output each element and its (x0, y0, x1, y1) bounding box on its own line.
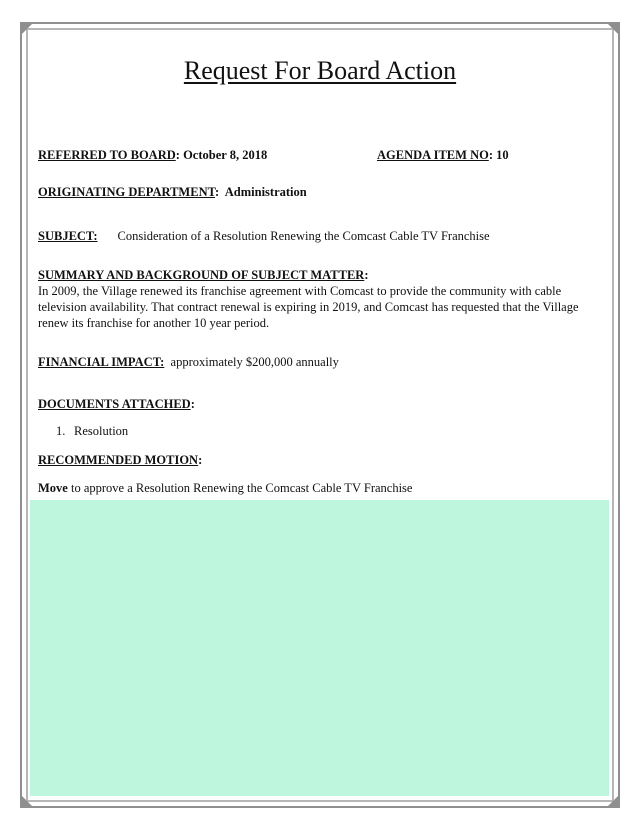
motion-label: RECOMMENDED MOTION (38, 453, 199, 467)
referred-date: October 8, 2018 (183, 148, 268, 162)
subject-label: SUBJECT: (38, 229, 98, 243)
corner-ornament-bottom-left (22, 796, 32, 806)
motion-heading: RECOMMENDED MOTION: (38, 453, 203, 467)
motion-row (38, 481, 412, 496)
list-item-text: Resolution (74, 424, 129, 438)
agenda-label: AGENDA ITEM NO (377, 148, 489, 162)
agenda-number: 10 (496, 148, 509, 162)
corner-ornament-top-right (608, 24, 618, 34)
documents-heading: DOCUMENTS ATTACHED: (38, 397, 195, 411)
agenda-item-row: AGENDA ITEM NO: 10 (377, 148, 509, 162)
subject-value: Consideration of a Resolution Renewing the Comcast Cable TV Franchise (117, 229, 490, 243)
summary-text: In 2009, the Village renewed its franchise agreement with Comcast to provide the community with cable television availability. That contract renewal is expiring in 2019, and Comcast has requested that the Village renew its franchise for another 10 year period. (38, 284, 579, 330)
financial-row (38, 355, 339, 370)
summary-section: SUMMARY AND BACKGROUND OF SUBJECT MATTER: In 2009, the Village renewed its franchise agreement with Comcast to provide the community with cable television availability. That contract renewal is expiring in 2019, and Comcast has requested that the Village renew its franchise for another 10 year period. (38, 268, 598, 331)
corner-ornament-top-left (22, 24, 32, 34)
redaction-panel (30, 500, 609, 796)
motion-text: to approve a Resolution Renewing the Comcast Cable TV Franchise (70, 481, 413, 495)
financial-label: FINANCIAL IMPACT: (38, 355, 165, 369)
motion-verb: Move (38, 481, 68, 495)
documents-label: DOCUMENTS ATTACHED (38, 397, 191, 411)
financial-value: approximately $200,000 annually (170, 355, 339, 369)
department-row: ORIGINATING DEPARTMENT: Administration (38, 185, 307, 199)
list-item (56, 424, 128, 439)
corner-ornament-bottom-right (608, 796, 618, 806)
department-label: ORIGINATING DEPARTMENT (38, 185, 216, 199)
subject-row (38, 229, 490, 244)
referred-label: REFERRED TO BOARD (38, 148, 176, 162)
referred-to-board-row: REFERRED TO BOARD: October 8, 2018 (38, 148, 268, 162)
department-value: Administration (224, 185, 307, 199)
summary-label: SUMMARY AND BACKGROUND OF SUBJECT MATTER (38, 268, 365, 282)
page-title: Request For Board Action (183, 56, 457, 85)
list-item-number: 1. (56, 424, 66, 438)
